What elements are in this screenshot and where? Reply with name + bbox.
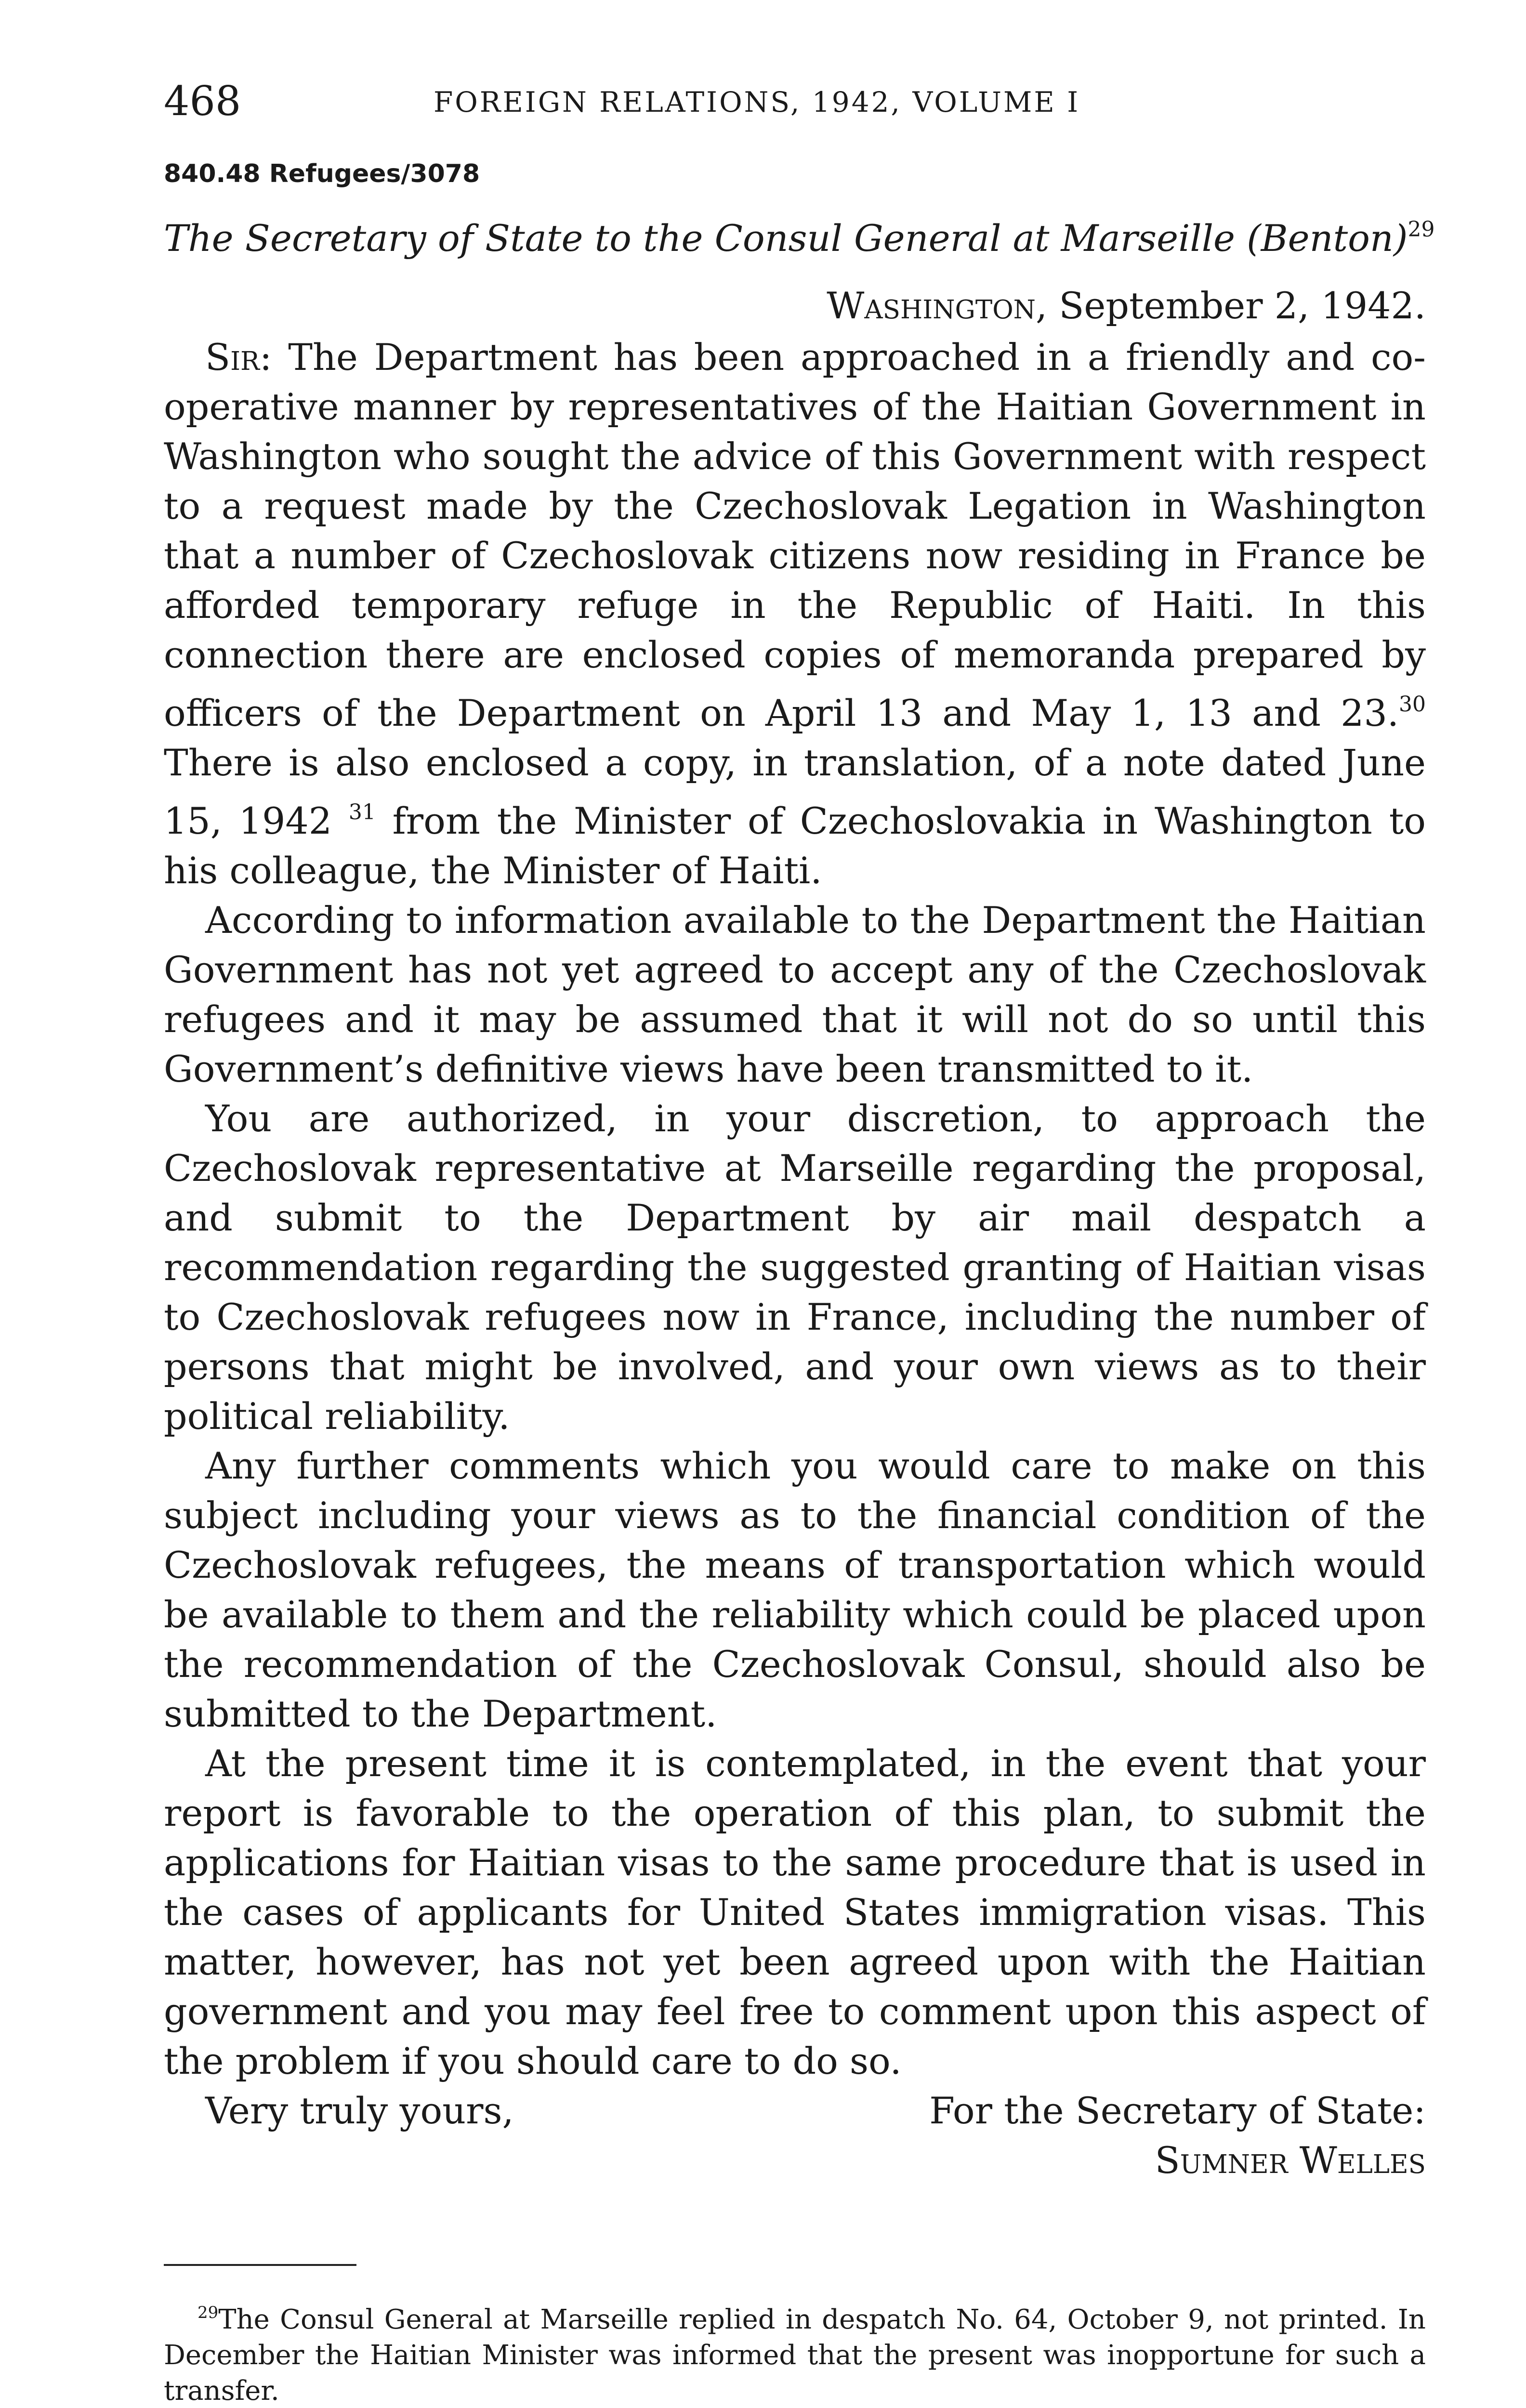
salutation: Sir: (205, 336, 272, 379)
dateline-place: Washington, (827, 284, 1048, 327)
dateline (164, 279, 1426, 332)
paragraph-1-part-b: There is also enclosed a copy, in translation, of a note dated June 15, 1942 (164, 741, 1426, 842)
document-title-text: The Secretary of State to the Consul General at Marseille (Benton) (164, 217, 1408, 260)
paragraph-4: Any further comments which you would care to make on this subject including your views as to the financial condition of the Czechoslovak refugees, the means of transportation which would be available to them and the reliability which could be placed upon the recommendation of the Czechoslovak Consul, should also be submitted to the Department. (164, 1444, 1426, 1735)
footnote-divider (164, 2264, 356, 2266)
for-secretary-line: For the Secretary of State: (929, 2089, 1426, 2132)
running-head: FOREIGN RELATIONS, 1942, VOLUME I (434, 86, 1080, 118)
valediction: Very truly yours, (205, 2089, 514, 2132)
signature: Sumner Welles (1155, 2139, 1426, 2182)
document-title (164, 203, 1435, 265)
paragraph-3: You are authorized, in your discretion, to approach the Czechoslovak representative at Marseille regarding the proposal, and submit to the Department by air mail despatch a recommendation regarding the suggested granting of Haitian visas to Czechoslovak refugees now in France, including the number of persons that might be involved, and your own views as to their political reliability. (164, 1097, 1426, 1438)
paragraph-1-part-c: from the Minister of Czechoslovakia in Washington to his colleague, the Minister of Haiti. (164, 799, 1426, 892)
title-footnote-ref: 29 (1408, 217, 1435, 242)
page-header (164, 72, 1426, 130)
footnote-mark: 29 (197, 2303, 219, 2322)
document-page (164, 72, 1435, 2408)
paragraph-1-part-a: The Department has been approached in a friendly and co-operative manner by representatives of the Haitian Government in Washington who sought the advice of this Government with respect to a request made by the Czechoslovak Legation in Washington that a number of Czechoslovak citizens now residing in France be afforded temporary refuge in the Republic of Haiti. In this connection there are enclosed copies of memoranda prepared by officers of the Department on April 13 and May 1, 13 and 23. (164, 336, 1426, 734)
footnote-ref-30: 30 (1399, 692, 1426, 717)
footnote-text: The Consul General at Marseille replied in despatch No. 64, October 9, not printed. In December the Haitian Minister was informed that the present was inopportune for such a transfer. (164, 2304, 1426, 2407)
paragraph-2: According to information available to the Department the Haitian Government has not yet agreed to accept any of the Czechoslovak refugees and it may be assumed that it will not do so until this Government’s definitive views have been transmitted to it. (164, 899, 1426, 1090)
page-number: 468 (164, 78, 241, 125)
paragraph-1 (164, 332, 1426, 895)
file-number: 840.48 Refugees/3078 (164, 159, 480, 188)
footnote-29 (164, 2295, 1426, 2408)
closing-block (164, 2086, 1426, 2187)
dateline-date: September 2, 1942. (1059, 284, 1426, 327)
paragraph-5: At the present time it is contemplated, in the event that your report is favorable to the operation of this plan, to submit the applications for Haitian visas to the same procedure that is used in the cases of applicants for United States immigration visas. This matter, however, has not yet been agreed upon with the Haitian government and you may feel free to comment upon this aspect of the problem if you should care to do so. (164, 1742, 1426, 2082)
footnote-ref-31: 31 (348, 800, 376, 824)
